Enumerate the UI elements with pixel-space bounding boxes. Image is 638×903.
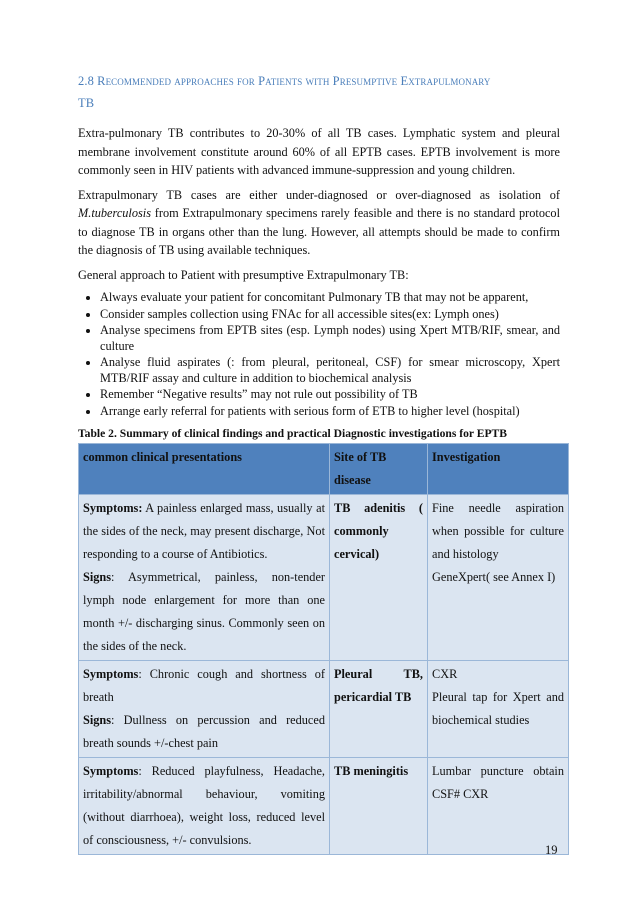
investigation-cell bbox=[428, 495, 569, 661]
table-row bbox=[79, 758, 569, 855]
page-number: 19 bbox=[545, 843, 558, 857]
paragraph-2-italic: M.tuberculosis bbox=[78, 206, 151, 220]
symptoms-label: Symptoms: bbox=[83, 501, 143, 515]
presentation-cell bbox=[79, 758, 330, 855]
header-site: Site of TB disease bbox=[330, 444, 428, 495]
table-header-row bbox=[79, 444, 569, 495]
investigation-cell: Lumbar puncture obtain CSF# CXR bbox=[428, 758, 569, 855]
symptoms-label: Symptoms bbox=[83, 764, 139, 778]
symptoms-text: : Chronic cough and shortness of breath bbox=[83, 667, 325, 704]
paragraph-2-start: Extrapulmonary TB cases are either under-diagnosed or over-diagnosed as isolation of bbox=[78, 187, 560, 202]
page-content bbox=[78, 70, 564, 855]
paragraph-3: General approach to Patient with presumptive Extrapulmonary TB: bbox=[78, 267, 409, 282]
section-heading bbox=[78, 70, 560, 114]
symptoms-label: Symptoms bbox=[83, 667, 139, 681]
site-cell: TB meningitis bbox=[330, 758, 428, 855]
signs-label: Signs bbox=[83, 713, 112, 727]
table-row bbox=[79, 495, 569, 661]
symptoms-text: A painless enlarged mass, usually at the sides of the neck, may present discharge, Not responding to a course of Antibiotics. bbox=[83, 501, 325, 561]
list-item: • Arrange early referral for patients with serious form of ETB to higher level (hospital) bbox=[100, 404, 560, 420]
symptoms-text: : Reduced playfulness, Headache, irritability/abnormal behaviour, vomiting (without diarrhoea), weight loss, reduced level of consciousness, +/- convulsions. bbox=[83, 764, 325, 847]
list-item: • Analyse specimens from EPTB sites (esp. Lymph nodes) using Xpert MTB/RIF, smear, and culture bbox=[100, 323, 560, 354]
eptb-table bbox=[78, 443, 569, 855]
section-heading-tail: TB bbox=[78, 96, 95, 110]
approach-list bbox=[78, 290, 560, 419]
presentation-cell bbox=[79, 661, 330, 758]
header-presentations: common clinical presentations bbox=[79, 444, 330, 495]
list-item: • Analyse fluid aspirates (: from pleural, peritoneal, CSF) for smear microscopy, Xpert MTB/RIF assay and culture in addition to biochemical analysis bbox=[100, 355, 560, 386]
header-investigation: Investigation bbox=[428, 444, 569, 495]
table-caption: Table 2. Summary of clinical findings and practical Diagnostic investigations for EPTB bbox=[78, 427, 508, 440]
presentation-cell bbox=[79, 495, 330, 661]
table-row bbox=[79, 661, 569, 758]
signs-text: : Asymmetrical, painless, non-tender lymph node enlargement for more than one month +/- discharging sinus. Commonly seen on the sides of the neck. bbox=[83, 570, 325, 653]
list-item: • Consider samples collection using FNAc for all accessible sites(ex: Lymph ones) bbox=[100, 307, 560, 323]
paragraph-2-end: from Extrapulmonary specimens rarely feasible and there is no standard protocol to diagnose TB in organs other than the lung. However, all attempts should be made to confirm the diagnosis of TB using available techniques. bbox=[78, 206, 560, 257]
investigation-line: Pleural tap for Xpert and biochemical studies bbox=[432, 690, 564, 727]
section-heading-main: 2.8 Recommended approaches for Patients with Presumptive Extrapulmonary bbox=[78, 74, 491, 88]
signs-label: Signs bbox=[83, 570, 112, 584]
investigation-cell bbox=[428, 661, 569, 758]
signs-text: : Dullness on percussion and reduced breath sounds +/-chest pain bbox=[83, 713, 325, 750]
site-cell: TB adenitis ( commonly cervical) bbox=[330, 495, 428, 661]
site-cell: Pleural TB, pericardial TB bbox=[330, 661, 428, 758]
paragraph-2 bbox=[78, 186, 560, 260]
paragraph-1: Extra-pulmonary TB contributes to 20-30% of all TB cases. Lymphatic system and pleural membrane involvement constitute around 60% of all EPTB cases. EPTB involvement is more commonly seen in HIV patients with advanced immune-suppression and young children. bbox=[78, 126, 560, 177]
investigation-line: CXR bbox=[432, 667, 458, 681]
list-item: • Remember “Negative results” may not rule out possibility of TB bbox=[100, 387, 560, 403]
list-item: • Always evaluate your patient for concomitant Pulmonary TB that may not be apparent, bbox=[100, 290, 560, 306]
investigation-line: Fine needle aspiration when possible for culture and histology bbox=[432, 501, 564, 561]
investigation-line: GeneXpert( see Annex I) bbox=[432, 570, 556, 584]
